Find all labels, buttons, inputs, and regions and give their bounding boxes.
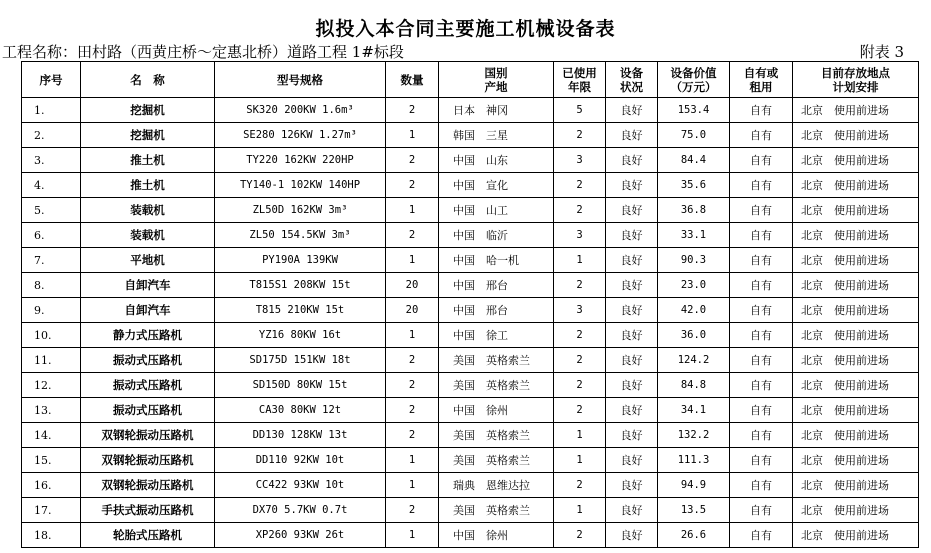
column-header [606, 62, 658, 98]
equipment-value: 84.4 [658, 148, 730, 173]
row-number: 18. [22, 523, 81, 548]
equipment-name: 双钢轮振动压路机 [81, 473, 215, 498]
equipment-value: 34.1 [658, 398, 730, 423]
equipment-value: 23.0 [658, 273, 730, 298]
condition: 良好 [606, 323, 658, 348]
years-used: 2 [554, 123, 606, 148]
quantity: 2 [386, 423, 439, 448]
model-spec: CA30 80KW 12t [215, 398, 386, 423]
column-header [730, 62, 793, 98]
origin: 美国 英格索兰 [439, 373, 554, 398]
storage-plan: 北京 使用前进场 [793, 448, 919, 473]
quantity: 2 [386, 498, 439, 523]
model-spec: DD110 92KW 10t [215, 448, 386, 473]
column-header-line: 租用 [749, 79, 773, 94]
table-row [22, 523, 919, 548]
column-header [793, 62, 919, 98]
column-header-line: 数量 [400, 72, 424, 87]
table-row [22, 398, 919, 423]
table-row [22, 298, 919, 323]
origin: 中国 宣化 [439, 173, 554, 198]
origin: 美国 英格索兰 [439, 448, 554, 473]
ownership: 自有 [730, 373, 793, 398]
equipment-value: 124.2 [658, 348, 730, 373]
page-title: 拟投入本合同主要施工机械设备表 [315, 18, 616, 40]
quantity: 2 [386, 173, 439, 198]
table-row [22, 98, 919, 123]
table-row [22, 323, 919, 348]
column-header [81, 62, 215, 98]
quantity: 2 [386, 223, 439, 248]
model-spec: ZL50 154.5KW 3m³ [215, 223, 386, 248]
storage-plan: 北京 使用前进场 [793, 98, 919, 123]
condition: 良好 [606, 498, 658, 523]
quantity: 2 [386, 373, 439, 398]
equipment-name: 挖掘机 [81, 98, 215, 123]
condition: 良好 [606, 248, 658, 273]
origin: 中国 邢台 [439, 298, 554, 323]
equipment-value: 33.1 [658, 223, 730, 248]
condition: 良好 [606, 98, 658, 123]
condition: 良好 [606, 298, 658, 323]
years-used: 1 [554, 248, 606, 273]
column-header-line: 设备价值 [670, 65, 717, 80]
equipment-name: 装载机 [81, 198, 215, 223]
model-spec: DD130 128KW 13t [215, 423, 386, 448]
table-row [22, 423, 919, 448]
table-row [22, 123, 919, 148]
equipment-value: 26.6 [658, 523, 730, 548]
years-used: 1 [554, 498, 606, 523]
years-used: 2 [554, 173, 606, 198]
storage-plan: 北京 使用前进场 [793, 223, 919, 248]
row-number: 6. [22, 223, 81, 248]
storage-plan: 北京 使用前进场 [793, 123, 919, 148]
condition: 良好 [606, 223, 658, 248]
storage-plan: 北京 使用前进场 [793, 523, 919, 548]
row-number: 2. [22, 123, 81, 148]
column-header [658, 62, 730, 98]
project-name: 工程名称：田村路（西黄庄桥～定惠北桥）道路工程 1#标段 [2, 43, 404, 61]
ownership: 自有 [730, 423, 793, 448]
model-spec: SD150D 80KW 15t [215, 373, 386, 398]
quantity: 2 [386, 398, 439, 423]
storage-plan: 北京 使用前进场 [793, 173, 919, 198]
storage-plan: 北京 使用前进场 [793, 498, 919, 523]
storage-plan: 北京 使用前进场 [793, 273, 919, 298]
equipment-value: 153.4 [658, 98, 730, 123]
years-used: 2 [554, 323, 606, 348]
table-row [22, 148, 919, 173]
equipment-name: 静力式压路机 [81, 323, 215, 348]
quantity: 2 [386, 98, 439, 123]
equipment-name: 推土机 [81, 173, 215, 198]
condition: 良好 [606, 148, 658, 173]
model-spec: PY190A 139KW [215, 248, 386, 273]
condition: 良好 [606, 398, 658, 423]
row-number: 1. [22, 98, 81, 123]
ownership: 自有 [730, 498, 793, 523]
origin: 中国 邢台 [439, 273, 554, 298]
years-used: 3 [554, 298, 606, 323]
equipment-name: 振动式压路机 [81, 348, 215, 373]
table-row [22, 373, 919, 398]
equipment-value: 13.5 [658, 498, 730, 523]
column-header-line: 自有或 [743, 65, 779, 80]
row-number: 9. [22, 298, 81, 323]
table-body [22, 98, 919, 548]
origin: 韩国 三星 [439, 123, 554, 148]
row-number: 14. [22, 423, 81, 448]
row-number: 15. [22, 448, 81, 473]
ownership: 自有 [730, 523, 793, 548]
storage-plan: 北京 使用前进场 [793, 248, 919, 273]
condition: 良好 [606, 473, 658, 498]
column-header-line: 年限 [568, 79, 591, 94]
row-number: 10. [22, 323, 81, 348]
column-header-line: 序号 [39, 72, 63, 87]
model-spec: T815S1 208KW 15t [215, 273, 386, 298]
condition: 良好 [606, 423, 658, 448]
ownership: 自有 [730, 398, 793, 423]
equipment-name: 自卸汽车 [81, 298, 215, 323]
origin: 中国 徐州 [439, 523, 554, 548]
model-spec: SD175D 151KW 18t [215, 348, 386, 373]
ownership: 自有 [730, 148, 793, 173]
equipment-table [21, 61, 919, 548]
years-used: 2 [554, 273, 606, 298]
equipment-name: 手扶式振动压路机 [81, 498, 215, 523]
storage-plan: 北京 使用前进场 [793, 473, 919, 498]
ownership: 自有 [730, 98, 793, 123]
origin: 日本 神冈 [439, 98, 554, 123]
table-row [22, 248, 919, 273]
years-used: 2 [554, 373, 606, 398]
ownership: 自有 [730, 323, 793, 348]
condition: 良好 [606, 373, 658, 398]
condition: 良好 [606, 123, 658, 148]
ownership: 自有 [730, 198, 793, 223]
equipment-value: 75.0 [658, 123, 730, 148]
column-header-line: 已使用 [562, 65, 597, 80]
origin: 美国 英格索兰 [439, 423, 554, 448]
storage-plan: 北京 使用前进场 [793, 398, 919, 423]
years-used: 1 [554, 448, 606, 473]
table-row [22, 223, 919, 248]
equipment-value: 36.8 [658, 198, 730, 223]
storage-plan: 北京 使用前进场 [793, 148, 919, 173]
table-row [22, 198, 919, 223]
model-spec: XP260 93KW 26t [215, 523, 386, 548]
quantity: 20 [386, 273, 439, 298]
equipment-value: 42.0 [658, 298, 730, 323]
equipment-name: 振动式压路机 [81, 373, 215, 398]
condition: 良好 [606, 523, 658, 548]
condition: 良好 [606, 173, 658, 198]
model-spec: DX70 5.7KW 0.7t [215, 498, 386, 523]
table-row [22, 473, 919, 498]
equipment-value: 35.6 [658, 173, 730, 198]
quantity: 1 [386, 123, 439, 148]
origin: 中国 山东 [439, 148, 554, 173]
storage-plan: 北京 使用前进场 [793, 298, 919, 323]
table-row [22, 173, 919, 198]
row-number: 3. [22, 148, 81, 173]
quantity: 2 [386, 348, 439, 373]
storage-plan: 北京 使用前进场 [793, 348, 919, 373]
column-header-line: 状况 [620, 79, 643, 94]
column-header [22, 62, 81, 98]
years-used: 2 [554, 473, 606, 498]
row-number: 11. [22, 348, 81, 373]
ownership: 自有 [730, 298, 793, 323]
column-header-line: 设备 [620, 65, 643, 80]
equipment-name: 装载机 [81, 223, 215, 248]
years-used: 5 [554, 98, 606, 123]
equipment-value: 36.0 [658, 323, 730, 348]
years-used: 2 [554, 348, 606, 373]
origin: 中国 山工 [439, 198, 554, 223]
row-number: 8. [22, 273, 81, 298]
row-number: 12. [22, 373, 81, 398]
quantity: 2 [386, 148, 439, 173]
column-header-line: 计划安排 [832, 79, 879, 94]
condition: 良好 [606, 448, 658, 473]
table-row [22, 273, 919, 298]
table-row [22, 498, 919, 523]
row-number: 4. [22, 173, 81, 198]
ownership: 自有 [730, 448, 793, 473]
model-spec: TY220 162KW 220HP [215, 148, 386, 173]
origin: 美国 英格索兰 [439, 348, 554, 373]
years-used: 2 [554, 523, 606, 548]
years-used: 3 [554, 223, 606, 248]
equipment-name: 双钢轮振动压路机 [81, 423, 215, 448]
equipment-value: 111.3 [658, 448, 730, 473]
years-used: 3 [554, 148, 606, 173]
ownership: 自有 [730, 173, 793, 198]
years-used: 2 [554, 398, 606, 423]
ownership: 自有 [730, 248, 793, 273]
equipment-value: 94.9 [658, 473, 730, 498]
storage-plan: 北京 使用前进场 [793, 423, 919, 448]
ownership: 自有 [730, 473, 793, 498]
equipment-name: 轮胎式压路机 [81, 523, 215, 548]
storage-plan: 北京 使用前进场 [793, 198, 919, 223]
column-header-line: 国别 [484, 65, 508, 80]
origin: 美国 英格索兰 [439, 498, 554, 523]
equipment-name: 挖掘机 [81, 123, 215, 148]
model-spec: CC422 93KW 10t [215, 473, 386, 498]
column-header [386, 62, 439, 98]
model-spec: SK320 200KW 1.6m³ [215, 98, 386, 123]
equipment-value: 132.2 [658, 423, 730, 448]
quantity: 1 [386, 473, 439, 498]
condition: 良好 [606, 273, 658, 298]
table-row [22, 448, 919, 473]
condition: 良好 [606, 198, 658, 223]
origin: 中国 徐工 [439, 323, 554, 348]
years-used: 2 [554, 198, 606, 223]
row-number: 7. [22, 248, 81, 273]
storage-plan: 北京 使用前进场 [793, 323, 919, 348]
equipment-name: 振动式压路机 [81, 398, 215, 423]
equipment-name: 平地机 [81, 248, 215, 273]
years-used: 1 [554, 423, 606, 448]
column-header-line: （万元） [670, 79, 717, 94]
origin: 中国 临沂 [439, 223, 554, 248]
ownership: 自有 [730, 348, 793, 373]
ownership: 自有 [730, 273, 793, 298]
model-spec: YZ16 80KW 16t [215, 323, 386, 348]
storage-plan: 北京 使用前进场 [793, 373, 919, 398]
model-spec: TY140-1 102KW 140HP [215, 173, 386, 198]
column-header-line: 型号规格 [277, 72, 323, 87]
column-header [215, 62, 386, 98]
annex-label: 附表 3 [859, 43, 904, 61]
origin: 瑞典 恩维达拉 [439, 473, 554, 498]
quantity: 1 [386, 323, 439, 348]
model-spec: SE280 126KW 1.27m³ [215, 123, 386, 148]
equipment-value: 90.3 [658, 248, 730, 273]
quantity: 1 [386, 523, 439, 548]
row-number: 5. [22, 198, 81, 223]
column-header-line: 产地 [484, 79, 508, 94]
row-number: 16. [22, 473, 81, 498]
origin: 中国 哈一机 [439, 248, 554, 273]
column-header [554, 62, 606, 98]
row-number: 17. [22, 498, 81, 523]
equipment-name: 自卸汽车 [81, 273, 215, 298]
equipment-name: 双钢轮振动压路机 [81, 448, 215, 473]
equipment-name: 推土机 [81, 148, 215, 173]
equipment-value: 84.8 [658, 373, 730, 398]
column-header-line: 名 称 [130, 72, 165, 87]
ownership: 自有 [730, 223, 793, 248]
model-spec: T815 210KW 15t [215, 298, 386, 323]
ownership: 自有 [730, 123, 793, 148]
row-number: 13. [22, 398, 81, 423]
quantity: 1 [386, 198, 439, 223]
condition: 良好 [606, 348, 658, 373]
table-header-row [22, 62, 919, 98]
table-row [22, 348, 919, 373]
origin: 中国 徐州 [439, 398, 554, 423]
quantity: 1 [386, 248, 439, 273]
model-spec: ZL50D 162KW 3m³ [215, 198, 386, 223]
quantity: 1 [386, 448, 439, 473]
quantity: 20 [386, 298, 439, 323]
column-header [439, 62, 554, 98]
column-header-line: 目前存放地点 [821, 65, 890, 80]
